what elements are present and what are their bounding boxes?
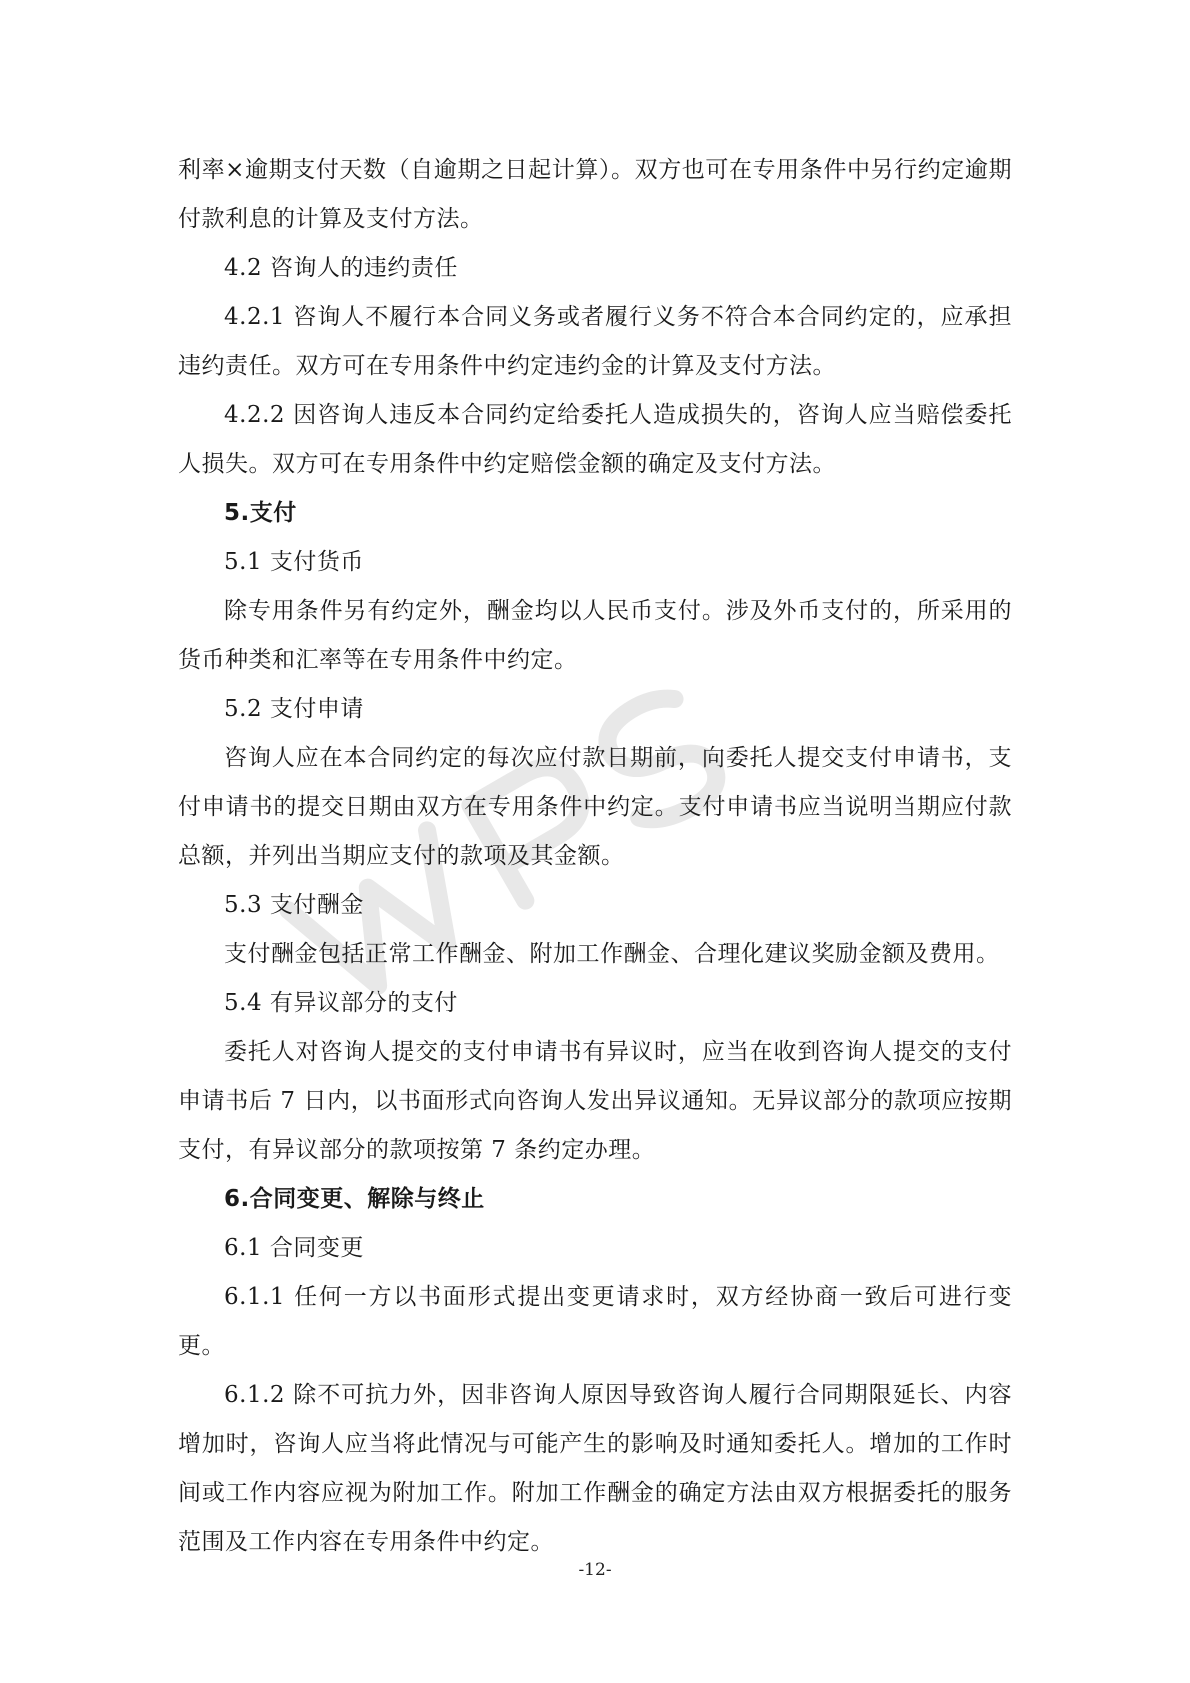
paragraph: 6.1.1 任何一方以书面形式提出变更请求时，双方经协商一致后可进行变更。 [178, 1284, 1012, 1359]
paragraph: 5.1 支付货币 [224, 549, 364, 575]
paragraph: 除专用条件另有约定外，酬金均以人民币支付。涉及外币支付的，所采用的货币种类和汇率等在专用条件中约定。 [178, 598, 1012, 673]
paragraph: 6.1.2 除不可抗力外，因非咨询人原因导致咨询人履行合同期限延长、内容增加时，咨询人应当将此情况与可能产生的影响及时通知委托人。增加的工作时间或工作内容应视为附加工作。附加工作酬金的确定方法由双方根据委托的服务范围及工作内容在专用条件中约定。 [178, 1382, 1012, 1555]
paragraph: 6.1 合同变更 [224, 1235, 364, 1261]
paragraph: 4.2.2 因咨询人违反本合同约定给委托人造成损失的，咨询人应当赔偿委托人损失。双方可在专用条件中约定赔偿金额的确定及支付方法。 [178, 402, 1012, 477]
page-number: -12- [578, 1560, 612, 1580]
paragraph: 委托人对咨询人提交的支付申请书有异议时，应当在收到咨询人提交的支付申请书后 7 日内，以书面形式向咨询人发出异议通知。无异议部分的款项应按期支付，有异议部分的款项按第 7 条约定办理。 [178, 1039, 1012, 1163]
paragraph: 利率×逾期支付天数（自逾期之日起计算）。双方也可在专用条件中另行约定逾期付款利息的计算及支付方法。 [178, 157, 1012, 232]
paragraph: 4.2.1 咨询人不履行本合同义务或者履行义务不符合本合同约定的，应承担违约责任。双方可在专用条件中约定违约金的计算及支付方法。 [178, 304, 1012, 379]
section-heading: 5.支付 [224, 500, 297, 526]
paragraph: 5.2 支付申请 [224, 696, 364, 722]
section-heading: 6.合同变更、解除与终止 [224, 1186, 485, 1212]
paragraph: 5.4 有异议部分的支付 [224, 990, 458, 1016]
paragraph: 支付酬金包括正常工作酬金、附加工作酬金、合理化建议奖励金额及费用。 [224, 941, 1000, 967]
paragraph: 咨询人应在本合同约定的每次应付款日期前，向委托人提交支付申请书，支付申请书的提交日期由双方在专用条件中约定。支付申请书应当说明当期应付款总额，并列出当期应支付的款项及其金额。 [178, 745, 1012, 869]
paragraph: 5.3 支付酬金 [224, 892, 364, 918]
paragraph: 4.2 咨询人的违约责任 [224, 255, 458, 281]
document-body [178, 146, 1012, 1567]
